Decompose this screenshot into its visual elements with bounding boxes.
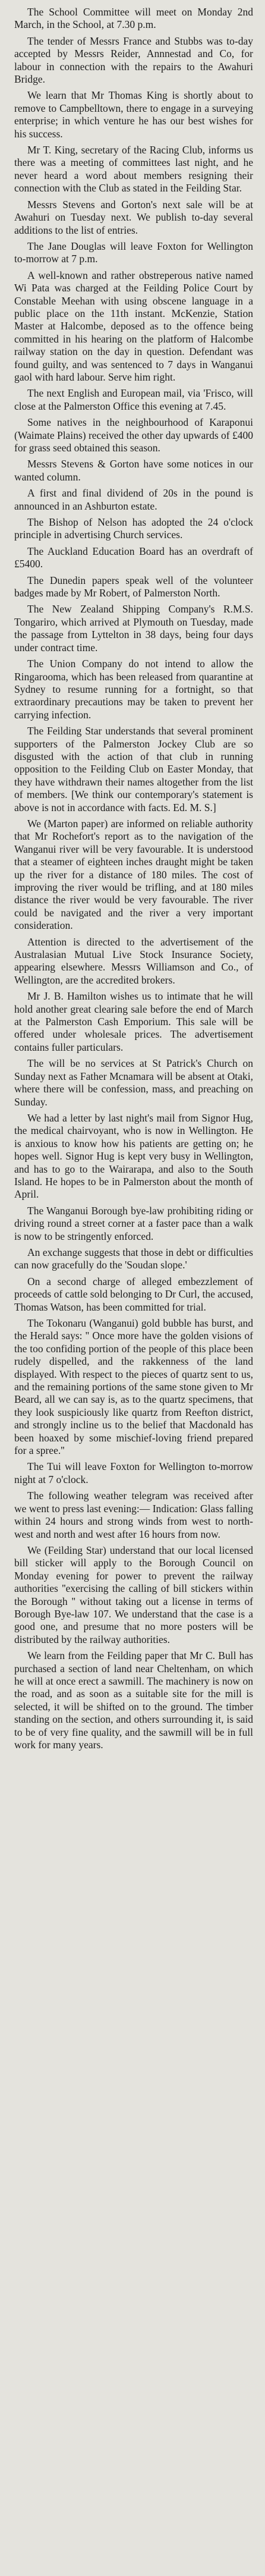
news-paragraph: A first and final dividend of 20s in the pound is announced in an Ashburton estate. [14, 487, 253, 512]
news-paragraph: The Union Company do not intend to allow the Ringarooma, which has been released from quarantine at Sydney to resume running for a fortnight, so that extraordinary precautions may be taken to prevent her carrying infection. [14, 658, 253, 721]
news-paragraph: We learn that Mr Thomas King is shortly about to remove to Campbelltown, there to engage in a surveying enterprise; in which venture he has our best wishes for his success. [14, 89, 253, 140]
news-paragraph: The Feilding Star understands that several prominent supporters of the Palmerston Jockey Club are so disgusted with the action of that club in running opposition to the Feilding Club on Easter Monday, that they have withdrawn their names altogether from the list of members. [We think our contemporary's statement is above is not in accordance with facts. Ed. M. S.] [14, 725, 253, 813]
news-paragraph: Attention is directed to the advertisement of the Australasian Mutual Live Stock Insurance Society, appearing elsewhere. Messrs Williamson and Co., of Wellington, are the accredited brokers. [14, 935, 253, 986]
news-paragraph: We (Feilding Star) understand that our local licensed bill sticker will apply to the Borough Council on Monday evening for power to prevent the railway authorities ''exercising the calling of bill stickers within the Borough '' without taking out a license in terms of Borough Bye-law 107. We understand that the case is a good one, and presume that no more posters will be distributed by the railway authorities. [14, 1544, 253, 1645]
news-paragraph: The School Committee will meet on Monday 2nd March, in the School, at 7.30 p.m. [14, 6, 253, 31]
news-paragraph: An exchange suggests that those in debt or difficulties can now gracefully do the 'Soudan slope.' [14, 1246, 253, 1271]
news-paragraph: We learn from the Feilding paper that Mr C. Bull has purchased a section of land near Cheltenham, on which he will at once erect a sawmill. The machinery is now on the road, and as soon as a suitable site for the mill is selected, it will be shifted on to the ground. The timber standing on the section, and others surrounding it, is said to be of very fine quality, and the sawmill will be in full work for many years. [14, 1650, 253, 1751]
news-paragraph: The Jane Douglas will leave Foxton for Wellington to-morrow at 7 p.m. [14, 240, 253, 265]
news-paragraph: Messrs Stevens & Gorton have some notices in our wanted column. [14, 458, 253, 483]
news-paragraph: The Wanganui Borough bye-law prohibiting riding or driving round a street corner at a faster pace than a walk is now to be stringently enforced. [14, 1204, 253, 1242]
news-paragraph: Some natives in the neighbourhood of Karaponui (Waimate Plains) received the other day upwards of £400 for grass seed obtained this season. [14, 416, 253, 454]
news-paragraph: The Dunedin papers speak well of the volunteer badges made by Mr Robert, of Palmerston North. [14, 574, 253, 599]
news-paragraph: A well-known and rather obstreperous native named Wi Pata was charged at the Feilding Police Court by Constable Meehan with using obscene language in a public place on the 11th instant. McKenzie, Station Master at Halcombe, deposed as to the offence being committed in his hearing on the platform of Halcombe railway station on the day in question. Defendant was found guilty, and was sentenced to 7 days in Wanganui gaol with hard labour. Serve him right. [14, 269, 253, 383]
news-paragraph: Mr T. King, secretary of the Racing Club, informs us there was a meeting of committees last night, and he never heard a word about members resigning their connection with the Club as stated in the Feilding Star. [14, 144, 253, 194]
news-paragraph: The Tui will leave Foxton for Wellington to-morrow night at 7 o'clock. [14, 1460, 253, 1485]
news-paragraph: We (Marton paper) are informed on reliable authority that Mr Rochefort's report as to the navigation of the Wanganui river will be very favourable. It is understood that a steamer of eighteen inches draught might be taken up the river for a distance of 180 miles. The cost of improving the river would be trifling, and at 180 miles distance the river would be very favourable. The river could be navigated and the river a very important consideration. [14, 817, 253, 932]
news-paragraph: On a second charge of alleged embezzlement of proceeds of cattle sold belonging to Dr Curl, the accused, Thomas Watson, has been committed for trial. [14, 1275, 253, 1313]
news-paragraph: The New Zealand Shipping Company's R.M.S. Tongariro, which arrived at Plymouth on Tuesday, made the passage from Lyttelton in 38 days, being four days under contract time. [14, 603, 253, 654]
news-paragraph: The Auckland Education Board has an overdraft of £5400. [14, 545, 253, 570]
news-paragraph: We had a letter by last night's mail from Signor Hug, the medical chairvoyant, who is now in Wellington. He is anxious to know how his patients are getting on; he hopes well. Signor Hug is kept very busy in Wellington, and has to go to the Wairarapa, and also to the South Island. He hopes to be in Palmerston about the month of April. [14, 1111, 253, 1201]
news-paragraph: The Bishop of Nelson has adopted the 24 o'clock principle in advertising Church services. [14, 516, 253, 541]
news-paragraph: The tender of Messrs France and Stubbs was to-day accepted by Messrs Reider, Annnestad and Co, for labour in connection with the repairs to the Awahuri Bridge. [14, 34, 253, 86]
news-paragraph: The next English and European mail, via 'Frisco, will close at the Palmerston Office this evening at 7.45. [14, 387, 253, 412]
news-paragraph: Messrs Stevens and Gorton's next sale will be at Awahuri on Tuesday next. We publish to-day several additions to the list of entries. [14, 198, 253, 236]
news-paragraph: The Tokonaru (Wanganui) gold bubble has burst, and the Herald says: '' Once more have the golden visions of the too confiding portion of the people of this place been rudely dispelled, and the rakkenness of the land displayed. With respect to the pieces of quartz sent to us, and the remaining portions of the same stone given to Mr Beard, all we can say is, as to the quartz specimens, that they look suspiciously like quartz from Reefton district, and strongly incline us to the belief that Macdonald has been hoaxed by some mischief-loving friend prepared for a spree.'' [14, 1317, 253, 1457]
news-paragraph: The will be no services at St Patrick's Church on Sunday next as Father Mcnamara will be absent at Otaki, where there will be confession, mass, and preaching on Sunday. [14, 1057, 253, 1108]
news-paragraph: Mr J. B. Hamilton wishes us to intimate that he will hold another great clearing sale before the end of March at the Palmerston Cash Emporium. This sale will be offered under wholesale prices. The advertisement contains fuller particulars. [14, 990, 253, 1053]
news-paragraph: The following weather telegram was received after we went to press last evening:— Indication: Glass falling within 24 hours and strong winds from west to north-west and north and west after 16 hours from now. [14, 1490, 253, 1540]
